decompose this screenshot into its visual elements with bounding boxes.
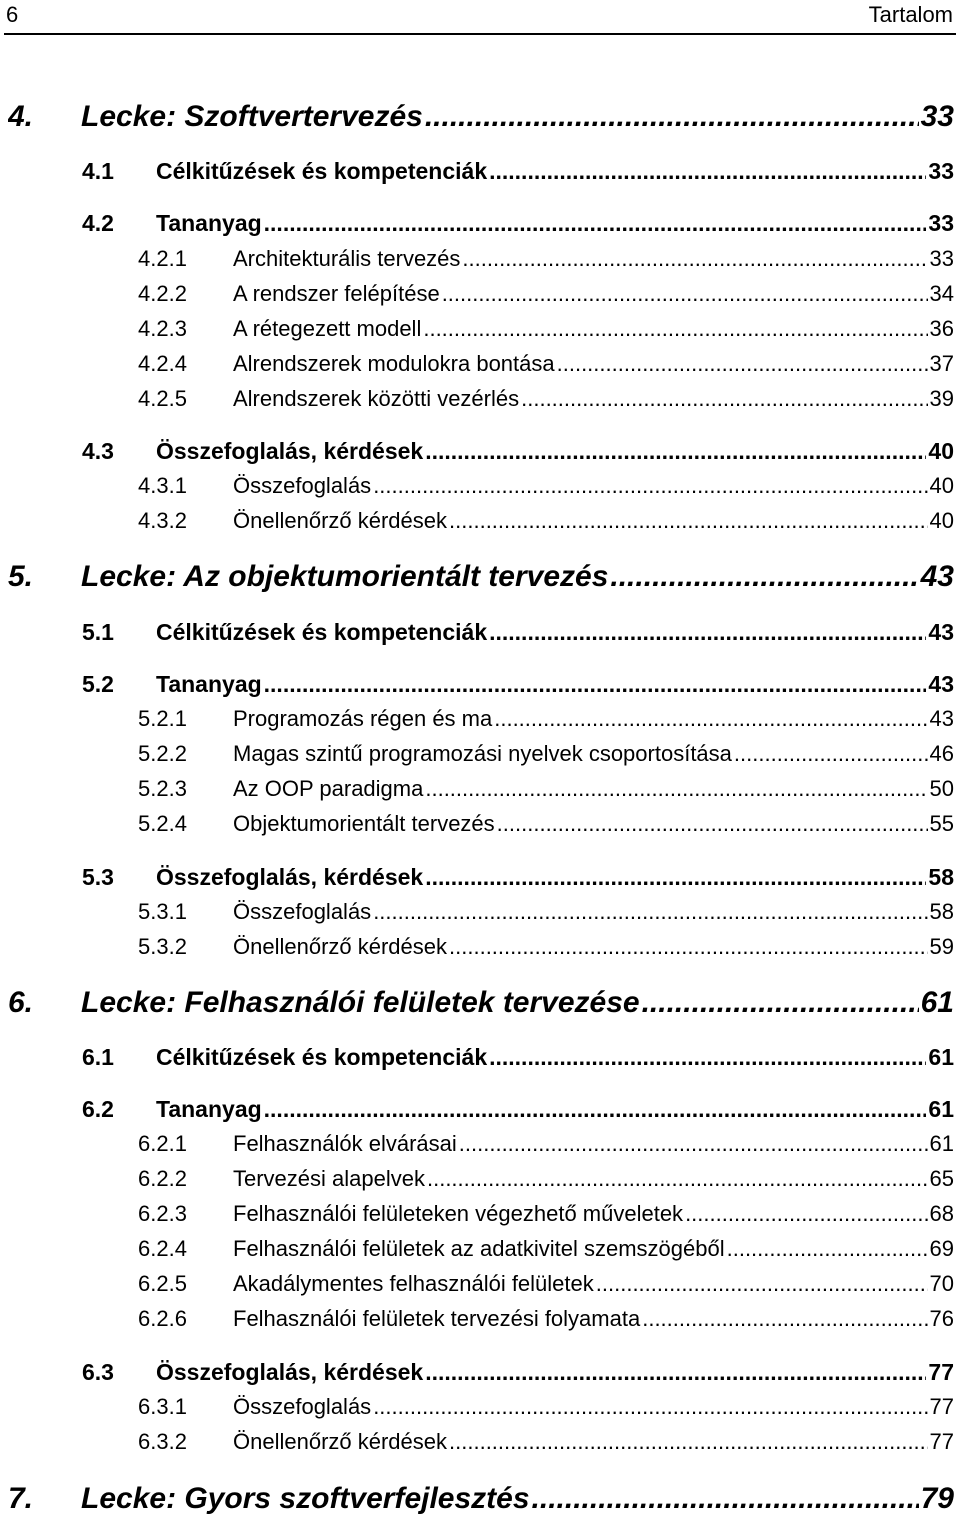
toc-entry-page: 61 — [928, 1044, 954, 1070]
toc-entry-page: 77 — [929, 1394, 954, 1419]
toc-entry-number: 5.2.2 — [138, 741, 187, 766]
toc-entry-page: 59 — [929, 934, 954, 959]
toc-entry-title: Magas szintű programozási nyelvek csoportosítása — [233, 741, 732, 766]
toc-entry[interactable] — [138, 351, 954, 377]
dot-leader — [489, 158, 926, 185]
toc-entry[interactable] — [138, 1166, 954, 1192]
page-header — [0, 0, 960, 34]
toc-entry-number: 7. — [8, 1482, 34, 1515]
dot-leader — [459, 1131, 928, 1157]
dot-leader — [264, 1096, 927, 1123]
dot-leader — [596, 1271, 928, 1297]
toc-entry-title: Lecke: Gyors szoftverfejlesztés — [81, 1482, 530, 1515]
toc-entry-title: Összefoglalás — [233, 473, 372, 498]
toc-entry-page: 40 — [929, 508, 954, 533]
toc-entry-page: 61 — [920, 986, 954, 1019]
toc-entry[interactable] — [82, 1359, 954, 1386]
toc-entry[interactable] — [138, 706, 954, 732]
toc-entry-title: Lecke: Az objektumorientált tervezés — [81, 560, 609, 593]
dot-leader — [264, 210, 927, 237]
toc-entry-number: 5.3.2 — [138, 934, 187, 959]
toc-entry[interactable] — [82, 210, 954, 237]
dot-leader — [373, 1394, 927, 1420]
toc-entry[interactable] — [82, 619, 954, 646]
toc-entry[interactable] — [138, 473, 954, 499]
dot-leader — [425, 864, 926, 891]
toc-entry-number: 6.2 — [82, 1096, 114, 1122]
toc-entry-title: A rendszer felépítése — [233, 281, 440, 306]
toc-entry-number: 4.2.5 — [138, 386, 187, 411]
toc-entry-page: 61 — [928, 1096, 954, 1122]
toc-entry[interactable] — [138, 386, 954, 412]
toc-entry-page: 69 — [929, 1236, 954, 1261]
toc-entry-title: Objektumorientált tervezés — [233, 811, 495, 836]
toc-entry[interactable] — [82, 671, 954, 698]
toc-entry-page: 33 — [928, 210, 954, 236]
dot-leader — [373, 473, 927, 499]
toc-entry-number: 4.3.2 — [138, 508, 187, 533]
toc-entry-page: 40 — [929, 473, 954, 498]
toc-entry[interactable] — [8, 986, 954, 1020]
toc-entry-page: 43 — [928, 619, 954, 645]
dot-leader — [264, 671, 927, 698]
toc-entry-page: 77 — [928, 1359, 954, 1385]
dot-leader — [425, 438, 926, 465]
toc-entry-number: 4.2.1 — [138, 246, 187, 271]
toc-entry-page: 43 — [928, 671, 954, 697]
toc-entry-title: Felhasználói felületek tervezési folyamata — [233, 1306, 641, 1331]
toc-entry-title: Lecke: Szoftvertervezés — [81, 100, 423, 133]
toc-entry-page: 34 — [929, 281, 954, 306]
toc-entry-title: Lecke: Felhasználói felületek tervezése — [81, 986, 640, 1019]
toc-entry-number: 4. — [8, 100, 34, 133]
toc-entry-title: Önellenőrző kérdések — [233, 1429, 448, 1454]
toc-entry-number: 6.1 — [82, 1044, 114, 1070]
dot-leader — [532, 1482, 919, 1516]
toc-entry-title: A rétegezett modell — [233, 316, 422, 341]
toc-entry-page: 50 — [929, 776, 954, 801]
toc-entry-number: 4.3.1 — [138, 473, 187, 498]
dot-leader — [423, 316, 927, 342]
toc-entry-number: 6.2.1 — [138, 1131, 187, 1156]
toc-entry[interactable] — [82, 1096, 954, 1123]
toc-entry-page: 33 — [929, 246, 954, 271]
toc-entry-title: Tananyag — [156, 1096, 262, 1122]
toc-entry-page: 68 — [929, 1201, 954, 1226]
toc-entry[interactable] — [138, 281, 954, 307]
toc-entry[interactable] — [138, 1236, 954, 1262]
toc-entry-number: 5.2.1 — [138, 706, 187, 731]
toc-entry-page: 43 — [929, 706, 954, 731]
dot-leader — [425, 100, 919, 134]
dot-leader — [685, 1201, 927, 1227]
dot-leader — [427, 1166, 928, 1192]
toc-entry-title: Célkitűzések és kompetenciák — [156, 158, 488, 184]
toc-entry-number: 5.2 — [82, 671, 114, 697]
dot-leader — [462, 246, 927, 272]
toc-entry-page: 37 — [929, 351, 954, 376]
toc-entry[interactable] — [138, 1394, 954, 1420]
toc-entry-title: Tananyag — [156, 671, 262, 697]
dot-leader — [494, 706, 927, 732]
toc-entry-title: Összefoglalás — [233, 899, 372, 924]
toc-entry-number: 6.2.6 — [138, 1306, 187, 1331]
toc-entry-number: 4.3 — [82, 438, 114, 464]
toc-entry[interactable] — [138, 1271, 954, 1297]
toc-entry-page: 70 — [929, 1271, 954, 1296]
toc-entry-title: Alrendszerek közötti vezérlés — [233, 386, 520, 411]
toc-entry[interactable] — [138, 508, 954, 534]
toc-entry-page: 43 — [920, 560, 954, 593]
toc-entry-page: 77 — [929, 1429, 954, 1454]
toc-entry-title: Tananyag — [156, 210, 262, 236]
toc-entry-title: Tervezési alapelvek — [233, 1166, 425, 1191]
toc-entry-page: 58 — [929, 899, 954, 924]
toc-entry-title: Önellenőrző kérdések — [233, 508, 448, 533]
dot-leader — [489, 1044, 926, 1071]
toc-entry-title: Alrendszerek modulokra bontása — [233, 351, 555, 376]
toc-entry[interactable] — [138, 741, 954, 767]
toc-entry-number: 5.3 — [82, 864, 114, 890]
toc-entry-title: Felhasználók elvárásai — [233, 1131, 457, 1156]
toc-entry-page: 65 — [929, 1166, 954, 1191]
toc-entry[interactable] — [8, 560, 954, 594]
toc-entry-page: 76 — [929, 1306, 954, 1331]
toc-entry[interactable] — [82, 864, 954, 891]
toc-entry-number: 6.3.2 — [138, 1429, 187, 1454]
toc-entry-page: 55 — [929, 811, 954, 836]
toc-entry-number: 5. — [8, 560, 34, 593]
toc-entry[interactable] — [138, 934, 954, 960]
toc-entry-page: 79 — [920, 1482, 954, 1515]
dot-leader — [497, 811, 928, 837]
dot-leader — [449, 934, 928, 960]
toc-entry-title: Az OOP paradigma — [233, 776, 424, 801]
toc-entry-title: Programozás régen és ma — [233, 706, 493, 731]
dot-leader — [373, 899, 927, 925]
toc-entry-title: Felhasználói felületek az adatkivitel szemszögéből — [233, 1236, 725, 1261]
toc-entry[interactable] — [138, 811, 954, 837]
dot-leader — [727, 1236, 928, 1262]
toc-entry-number: 4.2.4 — [138, 351, 187, 376]
toc-entry-number: 6. — [8, 986, 34, 1019]
toc-entry-number: 5.1 — [82, 619, 114, 645]
toc-entry-number: 6.2.5 — [138, 1271, 187, 1296]
toc-entry[interactable] — [8, 1482, 954, 1516]
toc-entry-title: Felhasználói felületeken végezhető műveletek — [233, 1201, 684, 1226]
toc-entry-page: 33 — [928, 158, 954, 184]
toc-entry-title: Architekturális tervezés — [233, 246, 461, 271]
toc-entry[interactable] — [138, 776, 954, 802]
dot-leader — [521, 386, 927, 412]
dot-leader — [449, 1429, 928, 1455]
toc-entry-number: 6.3.1 — [138, 1394, 187, 1419]
toc-entry[interactable] — [138, 1429, 954, 1455]
toc-entry[interactable] — [82, 158, 954, 185]
dot-leader — [442, 281, 928, 307]
dot-leader — [489, 619, 926, 646]
toc-entry-number: 6.2.2 — [138, 1166, 187, 1191]
toc-entry-page: 40 — [928, 438, 954, 464]
toc-entry-page: 61 — [929, 1131, 954, 1156]
toc-entry-page: 46 — [929, 741, 954, 766]
toc-entry-page: 58 — [928, 864, 954, 890]
running-title: Tartalom — [868, 2, 953, 27]
toc-entry[interactable] — [82, 1044, 954, 1071]
toc-entry-number: 4.2.2 — [138, 281, 187, 306]
toc-entry-number: 4.2.3 — [138, 316, 187, 341]
toc-entry-title: Összefoglalás, kérdések — [156, 438, 424, 464]
toc-entry-title: Célkitűzések és kompetenciák — [156, 619, 488, 645]
toc-entry-title: Célkitűzések és kompetenciák — [156, 1044, 488, 1070]
dot-leader — [425, 1359, 926, 1386]
toc-entry-title: Összefoglalás — [233, 1394, 372, 1419]
toc-entry[interactable] — [138, 246, 954, 272]
toc-entry[interactable] — [138, 316, 954, 342]
toc-entry[interactable] — [8, 100, 954, 134]
header-rule — [4, 33, 956, 35]
toc-entry[interactable] — [138, 1131, 954, 1157]
toc-entry[interactable] — [138, 1201, 954, 1227]
toc-entry-number: 4.2 — [82, 210, 114, 236]
toc-entry-number: 5.3.1 — [138, 899, 187, 924]
dot-leader — [610, 560, 918, 594]
dot-leader — [449, 508, 928, 534]
toc-entry-number: 6.2.4 — [138, 1236, 187, 1261]
toc-entry-number: 6.3 — [82, 1359, 114, 1385]
toc-entry-page: 33 — [920, 100, 954, 133]
page-number: 6 — [6, 2, 19, 27]
toc-entry[interactable] — [138, 1306, 954, 1332]
toc-entry-number: 5.2.4 — [138, 811, 187, 836]
dot-leader — [425, 776, 927, 802]
toc-entry-page: 39 — [929, 386, 954, 411]
dot-leader — [734, 741, 928, 767]
toc-entry-title: Akadálymentes felhasználói felületek — [233, 1271, 594, 1296]
toc-entry-title: Összefoglalás, kérdések — [156, 1359, 424, 1385]
toc-entry[interactable] — [138, 899, 954, 925]
toc-entry-page: 36 — [929, 316, 954, 341]
dot-leader — [642, 1306, 927, 1332]
dot-leader — [642, 986, 919, 1020]
toc-entry[interactable] — [82, 438, 954, 465]
toc-entry-number: 4.1 — [82, 158, 114, 184]
toc-entry-title: Önellenőrző kérdések — [233, 934, 448, 959]
toc-entry-number: 5.2.3 — [138, 776, 187, 801]
dot-leader — [557, 351, 928, 377]
toc-entry-number: 6.2.3 — [138, 1201, 187, 1226]
toc-entry-title: Összefoglalás, kérdések — [156, 864, 424, 890]
